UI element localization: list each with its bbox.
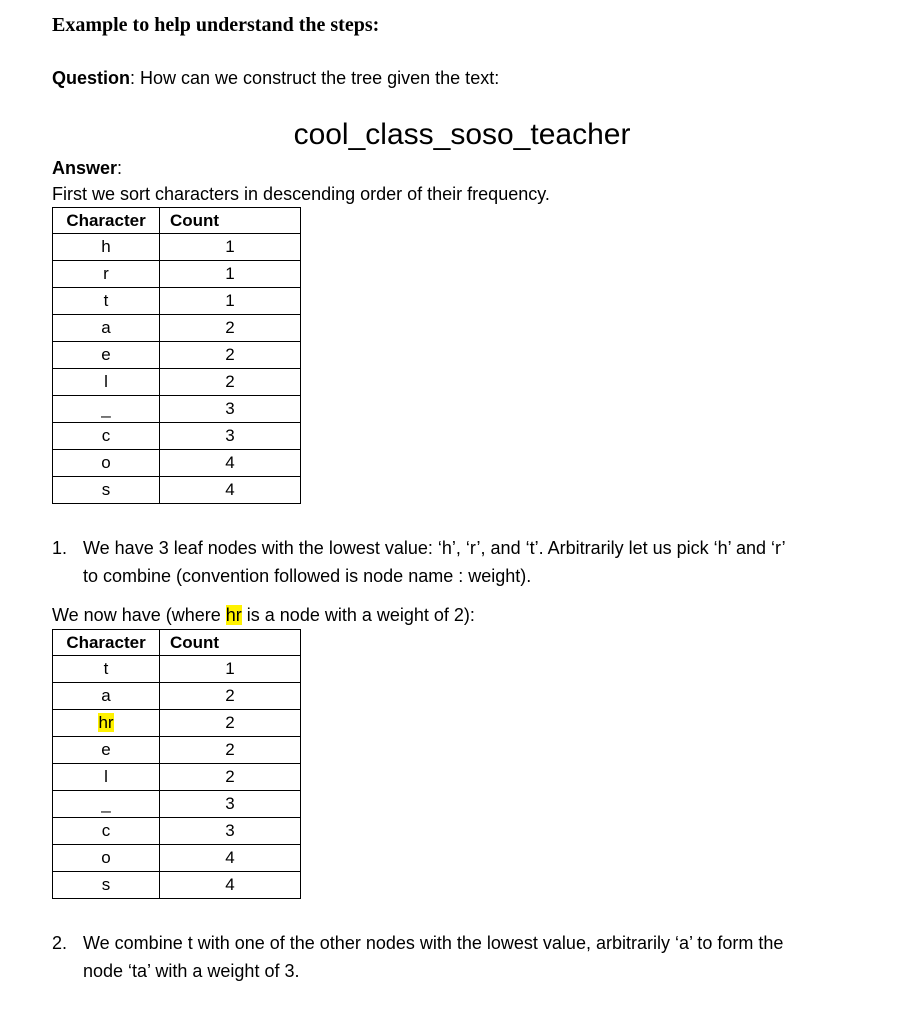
count-cell: 1 (160, 288, 301, 315)
table-row (53, 683, 301, 710)
character-cell (53, 342, 160, 369)
count-cell: 2 (160, 764, 301, 791)
character-value: s (101, 875, 111, 894)
character-cell (53, 396, 160, 423)
count-cell: 1 (160, 234, 301, 261)
character-value: c (101, 426, 111, 445)
character-value: o (101, 453, 111, 472)
table-row (53, 396, 301, 423)
step-2-line-2: node ‘ta’ with a weight of 3. (83, 961, 300, 981)
count-cell: 2 (160, 737, 301, 764)
sort-instruction: First we sort characters in descending order of their frequency. (52, 184, 550, 204)
table-row (53, 450, 301, 477)
count-cell: 4 (160, 872, 301, 899)
character-cell (53, 423, 160, 450)
character-value: _ (101, 399, 111, 418)
character-cell (53, 656, 160, 683)
table-row (53, 477, 301, 504)
table-row (53, 791, 301, 818)
count-cell: 2 (160, 710, 301, 737)
table-header-row (53, 208, 301, 234)
now-have-line (52, 605, 475, 626)
count-cell: 4 (160, 845, 301, 872)
now-have-before: We now have (where (52, 605, 226, 625)
character-cell (53, 872, 160, 899)
step-1 (52, 534, 872, 590)
character-value: r (103, 264, 109, 283)
table-row (53, 845, 301, 872)
table-row (53, 818, 301, 845)
count-cell: 1 (160, 656, 301, 683)
answer-text: : (117, 158, 123, 178)
sample-text-value: cool_class_soso_teacher (293, 118, 631, 151)
character-cell (53, 683, 160, 710)
answer-line (52, 158, 122, 179)
answer-label: Answer (52, 158, 118, 178)
count-cell: 1 (160, 261, 301, 288)
character-value: h (101, 237, 111, 256)
character-value: c (101, 821, 111, 840)
character-cell (53, 234, 160, 261)
step-1-line-1: We have 3 leaf nodes with the lowest value: ‘h’, ‘r’, and ‘t’. Arbitrarily let us pick ‘h’ and ‘r’ (83, 538, 786, 558)
character-cell (53, 261, 160, 288)
character-value: _ (101, 794, 111, 813)
character-cell (53, 791, 160, 818)
table-row (53, 737, 301, 764)
table-header-row (53, 630, 301, 656)
table-row (53, 261, 301, 288)
character-value: hr (98, 713, 114, 732)
step-2 (52, 929, 872, 985)
frequency-table-initial (52, 207, 301, 504)
count-cell: 2 (160, 342, 301, 369)
character-value: a (101, 318, 111, 337)
character-value: s (101, 480, 111, 499)
table-row (53, 288, 301, 315)
step-2-line-1: We combine t with one of the other nodes with the lowest value, arbitrarily ‘a’ to form the (83, 933, 784, 953)
count-cell: 2 (160, 369, 301, 396)
column-header-count: Count (160, 630, 301, 656)
character-value: a (101, 686, 111, 705)
table-row (53, 315, 301, 342)
character-cell (53, 477, 160, 504)
character-cell (53, 764, 160, 791)
table-row (53, 764, 301, 791)
question-label: Question (52, 68, 131, 88)
character-value: l (104, 372, 108, 391)
count-cell: 2 (160, 683, 301, 710)
table-row (53, 369, 301, 396)
table-row (53, 710, 301, 737)
column-header-character: Character (53, 630, 160, 656)
character-value: t (103, 291, 109, 310)
column-header-character: Character (53, 208, 160, 234)
question-text: : How can we construct the tree given the text: (130, 68, 500, 88)
character-value: l (104, 767, 108, 786)
step-1-line-2: to combine (convention followed is node name : weight). (83, 566, 532, 586)
sample-text (0, 118, 924, 152)
now-have-highlight: hr (225, 605, 242, 625)
table-row (53, 872, 301, 899)
character-value: o (101, 848, 111, 867)
question-line (52, 68, 499, 89)
character-cell (53, 710, 160, 737)
now-have-after: is a node with a weight of 2): (241, 605, 475, 625)
table-row (53, 423, 301, 450)
table-row (53, 234, 301, 261)
character-value: e (101, 345, 111, 364)
character-value: e (101, 740, 111, 759)
table-row (53, 656, 301, 683)
count-cell: 4 (160, 450, 301, 477)
character-cell (53, 737, 160, 764)
character-value: t (103, 659, 109, 678)
count-cell: 3 (160, 791, 301, 818)
character-cell (53, 450, 160, 477)
page-heading: Example to help understand the steps: (52, 14, 380, 36)
count-cell: 3 (160, 396, 301, 423)
count-cell: 2 (160, 315, 301, 342)
count-cell: 3 (160, 818, 301, 845)
table-row (53, 342, 301, 369)
step-1-number: 1. (52, 538, 68, 558)
character-cell (53, 818, 160, 845)
character-cell (53, 315, 160, 342)
character-cell (53, 369, 160, 396)
count-cell: 3 (160, 423, 301, 450)
character-cell (53, 845, 160, 872)
frequency-table-after-step-1 (52, 629, 301, 899)
count-cell: 4 (160, 477, 301, 504)
character-cell (53, 288, 160, 315)
column-header-count: Count (160, 208, 301, 234)
step-2-number: 2. (52, 933, 68, 953)
